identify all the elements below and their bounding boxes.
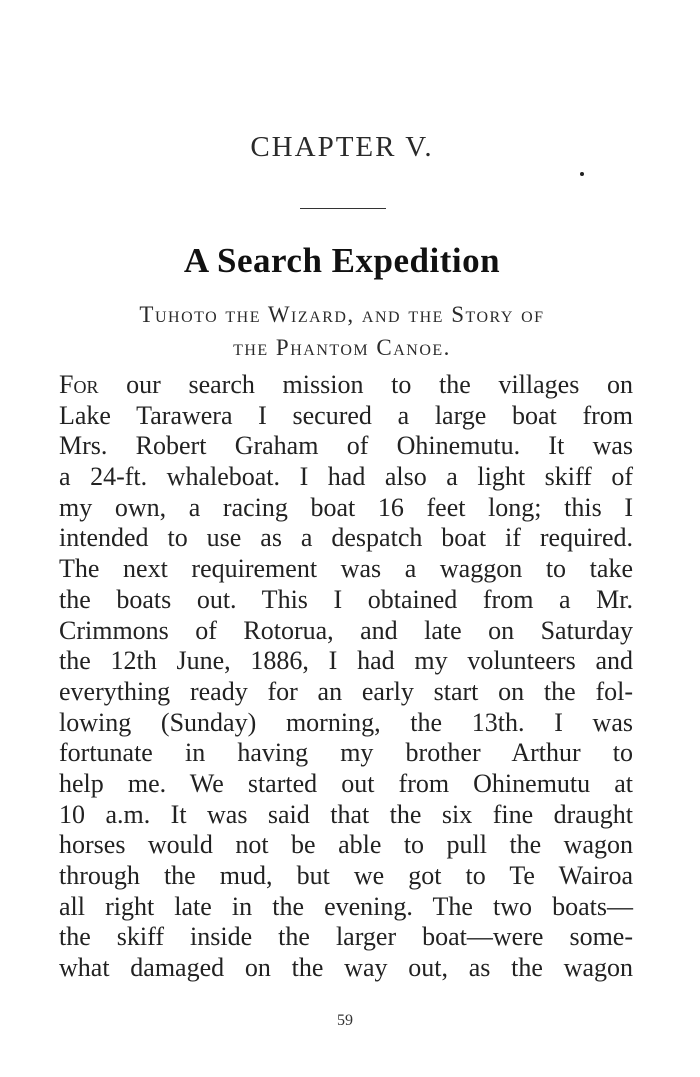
body-line-14: help me. We started out from Ohinemutu at xyxy=(59,768,633,798)
body-line-15: 10 a.m. It was said that the six fine draught xyxy=(59,799,633,829)
body-line-12: lowing (Sunday) morning, the 13th. I was xyxy=(59,707,633,737)
chapter-subtitle xyxy=(40,298,644,364)
body-line-20: what damaged on the way out, as the wagon xyxy=(59,953,633,983)
body-line-10: the 12th June, 1886, I had my volunteers and xyxy=(59,646,633,676)
drop-word: For xyxy=(59,370,99,399)
subtitle-line-2: the Phantom Canoe. xyxy=(233,335,451,360)
body-line-1-text: our search mission to the villages on xyxy=(98,370,633,399)
body-line-1 xyxy=(59,370,633,401)
body-line-6: intended to use as a despatch boat if required. xyxy=(59,523,633,553)
chapter-title: A Search Expedition xyxy=(183,241,501,280)
body-line-7: The next requirement was a waggon to take xyxy=(59,554,633,584)
chapter-heading: CHAPTER V. xyxy=(250,131,434,163)
body-line-16: horses would not be able to pull the wagon xyxy=(59,830,633,860)
body-line-3: Mrs. Robert Graham of Ohinemutu. It was xyxy=(59,431,633,461)
body-line-4: a 24-ft. whaleboat. I had also a light skiff of xyxy=(59,462,633,492)
body-line-9: Crimmons of Rotorua, and late on Saturday xyxy=(59,615,633,645)
body-line-19: the skiff inside the larger boat—were some- xyxy=(59,922,633,952)
body-line-18: all right late in the evening. The two boats— xyxy=(59,891,633,921)
body-paragraph xyxy=(59,370,633,984)
body-line-11: everything ready for an early start on the fol- xyxy=(59,676,633,706)
body-line-17: through the mud, but we got to Te Wairoa xyxy=(59,861,633,890)
body-line-5: my own, a racing boat 16 feet long; this I xyxy=(59,492,633,522)
subtitle-line-1: Tuhoto the Wizard, and the Story of xyxy=(139,302,545,327)
body-line-2: Lake Tarawera I secured a large boat from xyxy=(59,400,633,430)
body-line-8: the boats out. This I obtained from a Mr. xyxy=(59,584,633,614)
print-speck xyxy=(580,172,584,176)
page-number: 59 xyxy=(337,1012,353,1029)
decorative-rule xyxy=(300,208,386,209)
body-line-13: fortunate in having my brother Arthur to xyxy=(59,738,633,768)
